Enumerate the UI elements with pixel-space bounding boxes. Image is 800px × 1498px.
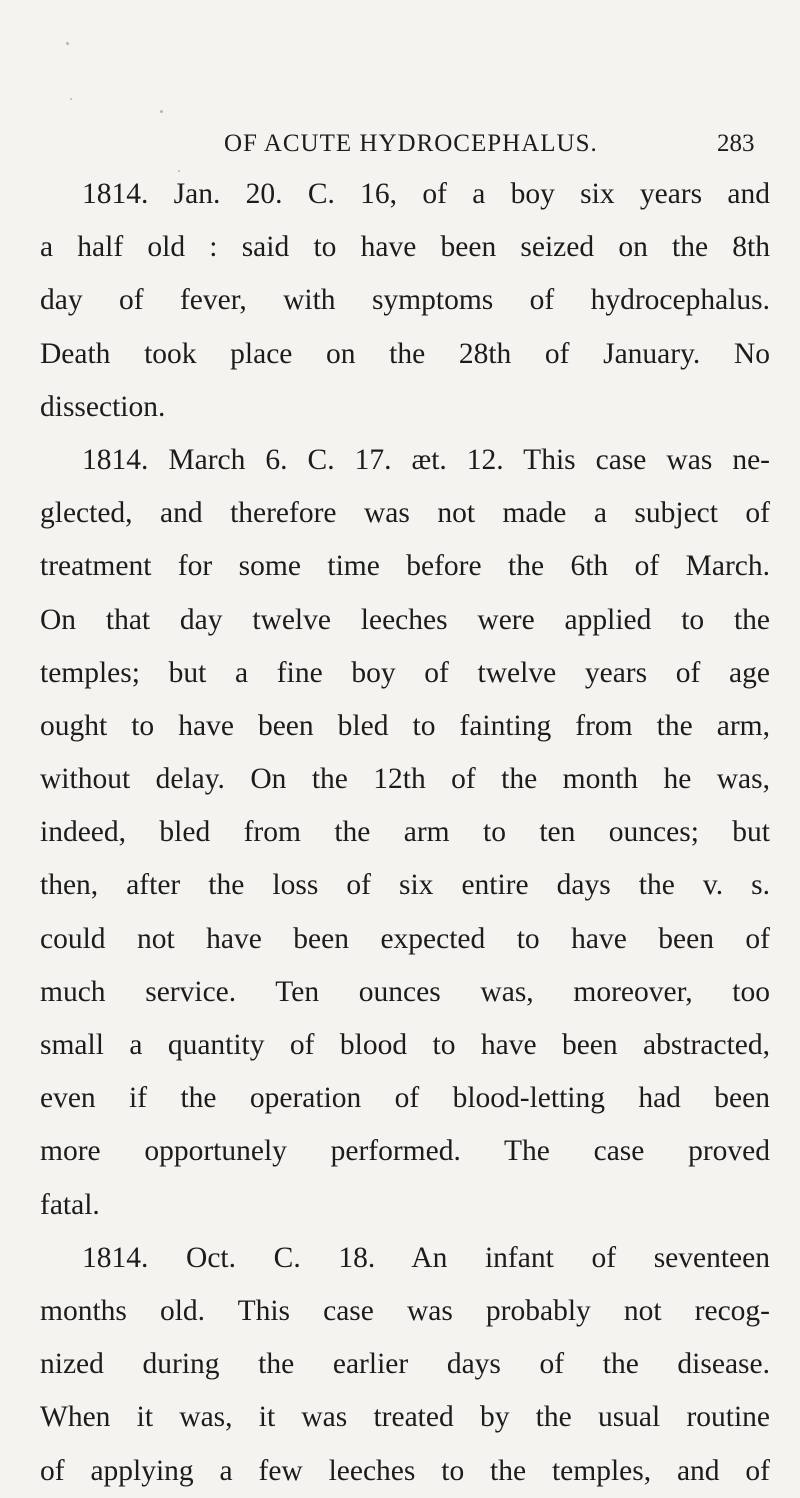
- body-text: [40, 168, 770, 1498]
- page-number: 283: [717, 130, 755, 157]
- text-line: months old. This case was probably not recog-: [40, 1294, 770, 1327]
- page-speck: [70, 98, 72, 100]
- text-line: 1814. Jan. 20. C. 16, of a boy six years and: [82, 178, 770, 210]
- text-line: could not have been expected to have been of: [40, 922, 770, 955]
- text-line: Death took place on the 28th of January. No: [40, 337, 770, 370]
- text-line: temples; but a fine boy of twelve years of age: [40, 656, 770, 689]
- text-line: even if the operation of blood-letting had been: [40, 1082, 770, 1115]
- page-speck: [160, 110, 163, 113]
- text-line: ought to have been bled to fainting from the arm,: [40, 709, 770, 742]
- text-line: fatal.: [40, 1188, 100, 1221]
- text-line: of applying a few leeches to the temples, and of: [40, 1454, 770, 1487]
- running-head: [0, 130, 800, 166]
- text-line: much service. Ten ounces was, moreover, too: [40, 975, 770, 1008]
- text-line: a half old : said to have been seized on the 8th: [40, 231, 770, 264]
- text-line: nized during the earlier days of the disease.: [40, 1348, 770, 1381]
- running-title: OF ACUTE HYDROCEPHALUS.: [224, 130, 598, 157]
- text-line: without delay. On the 12th of the month he was,: [40, 763, 770, 796]
- text-line: then, after the loss of six entire days the v. s.: [40, 869, 770, 902]
- text-line: When it was, it was treated by the usual routine: [40, 1401, 770, 1434]
- text-line: small a quantity of blood to have been abstracted,: [40, 1029, 770, 1061]
- text-line: dissection.: [40, 390, 166, 423]
- text-line: 1814. Oct. C. 18. An infant of seventeen: [82, 1241, 770, 1274]
- text-line: glected, and therefore was not made a subject of: [40, 497, 770, 530]
- page-speck: [66, 42, 69, 45]
- text-line: On that day twelve leeches were applied to the: [40, 603, 770, 636]
- text-line: 1814. March 6. C. 17. æt. 12. This case was ne-: [82, 443, 770, 476]
- text-line: day of fever, with symptoms of hydrocephalus.: [40, 284, 770, 317]
- text-line: treatment for some time before the 6th of March.: [40, 550, 770, 583]
- text-line: indeed, bled from the arm to ten ounces; but: [40, 816, 770, 849]
- text-line: more opportunely performed. The case proved: [40, 1135, 770, 1168]
